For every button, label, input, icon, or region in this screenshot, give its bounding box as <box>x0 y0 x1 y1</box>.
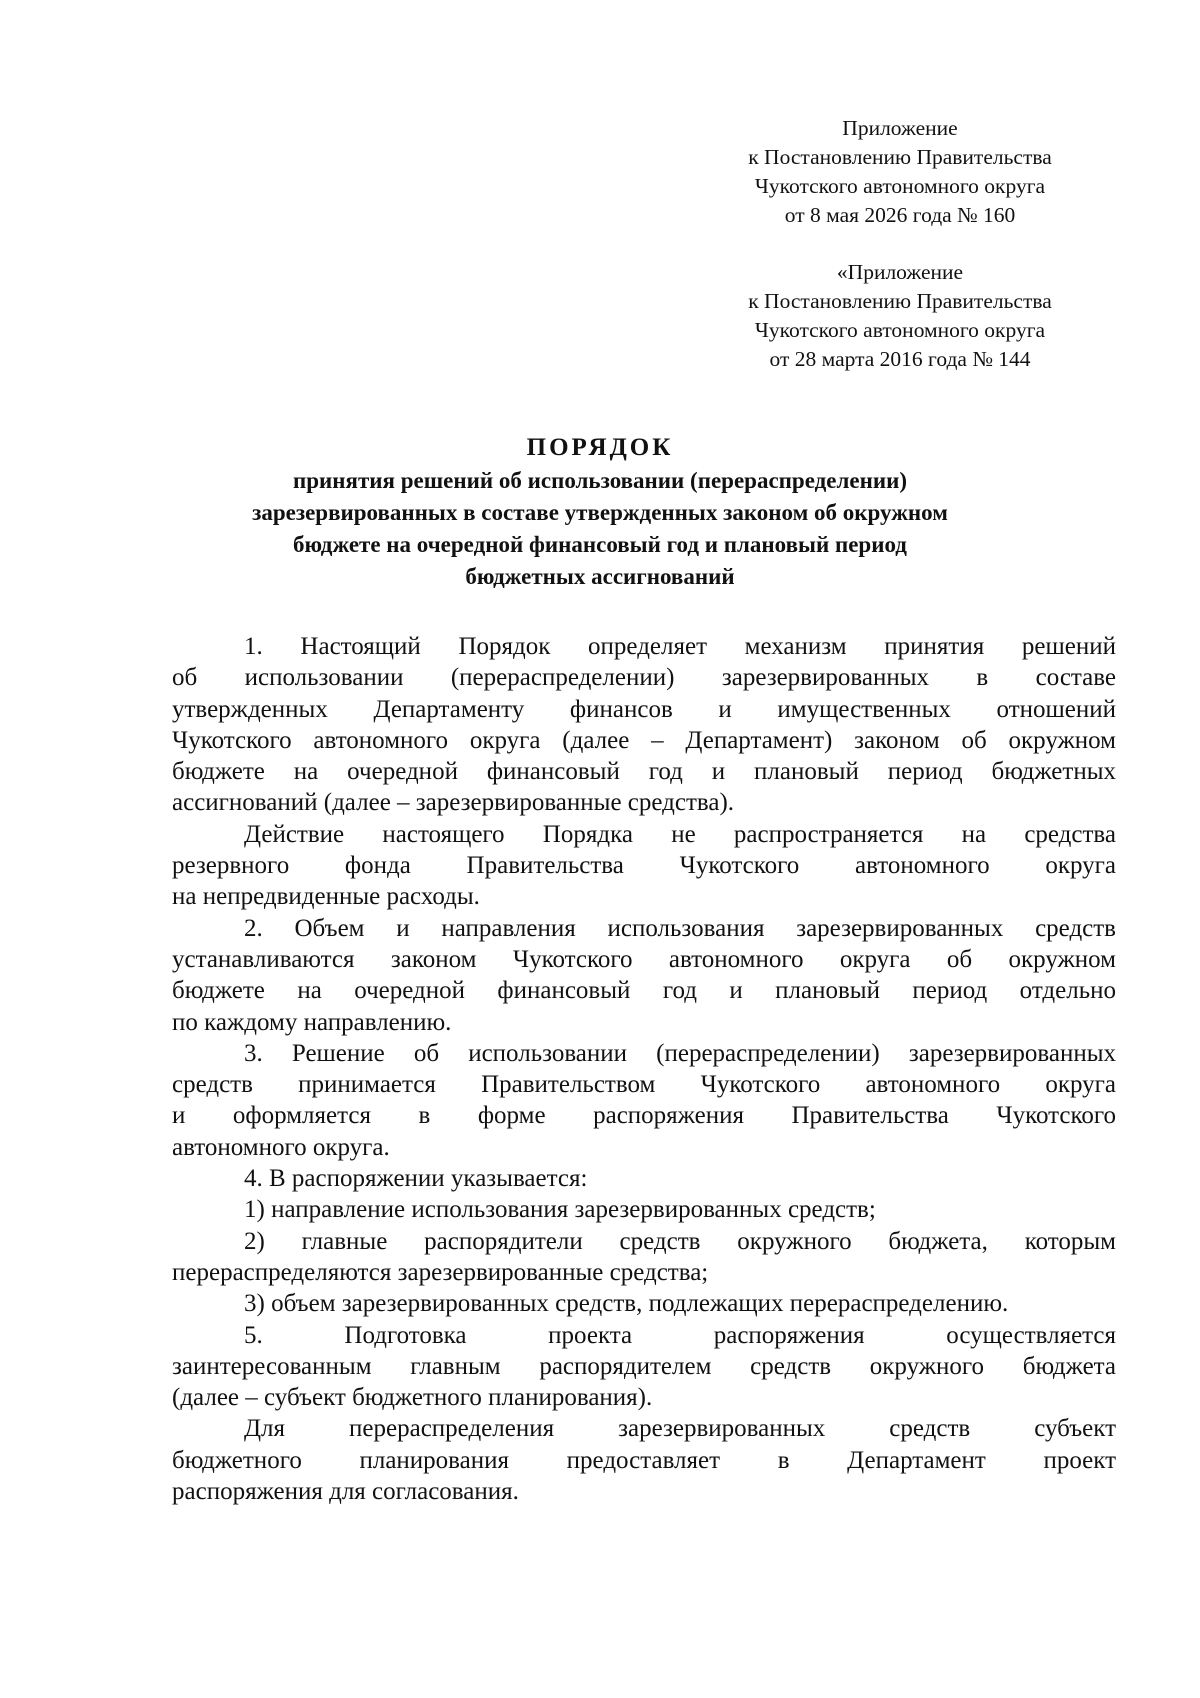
appendix-reference: к Постановлению Правительства <box>748 289 1052 313</box>
paragraph-6-line: Для перераспределения зарезервированных средств субъект <box>244 1415 1116 1443</box>
appendix-region: Чукотского автономного округа <box>754 174 1046 198</box>
appendix-header-original <box>700 258 1100 374</box>
title-subtitle-line: принятия решений об использовании (перераспределении) <box>293 468 907 493</box>
appendix-region: Чукотского автономного округа <box>754 318 1046 342</box>
list-item-1: 1) направление использования зарезервированных средств; <box>244 1196 876 1224</box>
paragraph-5-line: заинтересованным главным распорядителем средств окружного бюджета <box>172 1352 1116 1380</box>
paragraph-exception-line: резервного фонда Правительства Чукотского автономного округа <box>172 852 1116 880</box>
document-title <box>150 431 1050 593</box>
list-item-3: 3) объем зарезервированных средств, подлежащих перераспределению. <box>244 1290 1009 1318</box>
paragraph-exception-line: Действие настоящего Порядка не распространяется на средства <box>244 820 1116 848</box>
appendix-label: «Приложение <box>836 260 964 284</box>
appendix-date-number: от 28 марта 2016 года № 144 <box>769 347 1031 371</box>
paragraph-3-line: и оформляется в форме распоряжения Правительства Чукотского <box>172 1102 1116 1130</box>
paragraph-1-line: Чукотского автономного округа (далее – Департамент) законом об окружном <box>172 726 1116 754</box>
title-subtitle-line: зарезервированных в составе утвержденных законом об окружном <box>252 500 948 525</box>
paragraph-exception-line: на непредвиденные расходы. <box>172 883 480 911</box>
paragraph-1-line: 1. Настоящий Порядок определяет механизм принятия решений <box>244 633 1116 660</box>
title-subtitle-line: бюджетных ассигнований <box>465 564 735 589</box>
paragraph-6-line: распоряжения для согласования. <box>172 1478 519 1506</box>
paragraph-1-line: ассигнований (далее – зарезервированные средства). <box>172 789 735 817</box>
paragraph-1-line: утвержденных Департаменту финансов и имущественных отношений <box>172 695 1116 723</box>
appendix-date-number: от 8 мая 2026 года № 160 <box>784 203 1016 227</box>
paragraph-5-line: 5. Подготовка проекта распоряжения осуществляется <box>244 1321 1116 1349</box>
list-item-2-line: 2) главные распорядители средств окружного бюджета, которым <box>244 1227 1116 1255</box>
appendix-label: Приложение <box>842 116 958 140</box>
document-body <box>172 631 1116 1507</box>
paragraph-1-line: об использовании (перераспределении) зарезервированных в составе <box>172 664 1116 692</box>
paragraph-2-line: бюджете на очередной финансовый год и плановый период отдельно <box>172 977 1116 1005</box>
title-heading: ПОРЯДОК <box>526 434 674 461</box>
list-item-2-line: перераспределяются зарезервированные средства; <box>172 1258 709 1286</box>
paragraph-2-line: 2. Объем и направления использования зарезервированных средств <box>244 914 1116 942</box>
appendix-header-current <box>700 114 1100 230</box>
paragraph-6-line: бюджетного планирования предоставляет в Департамент проект <box>172 1446 1116 1474</box>
paragraph-5-line: (далее – субъект бюджетного планирования). <box>172 1384 653 1412</box>
paragraph-2-line: по каждому направлению. <box>172 1008 452 1036</box>
paragraph-3-line: 3. Решение об использовании (перераспределении) зарезервированных <box>244 1039 1116 1067</box>
paragraph-3-line: средств принимается Правительством Чукотского автономного округа <box>172 1071 1116 1099</box>
title-subtitle-line: бюджете на очередной финансовый год и плановый период <box>293 532 907 557</box>
paragraph-2-line: устанавливаются законом Чукотского автономного округа об окружном <box>172 945 1116 973</box>
paragraph-3-line: автономного округа. <box>172 1133 390 1161</box>
appendix-reference: к Постановлению Правительства <box>748 145 1052 169</box>
paragraph-1-line: бюджете на очередной финансовый год и плановый период бюджетных <box>172 758 1116 786</box>
paragraph-4-line: 4. В распоряжении указывается: <box>244 1165 588 1193</box>
